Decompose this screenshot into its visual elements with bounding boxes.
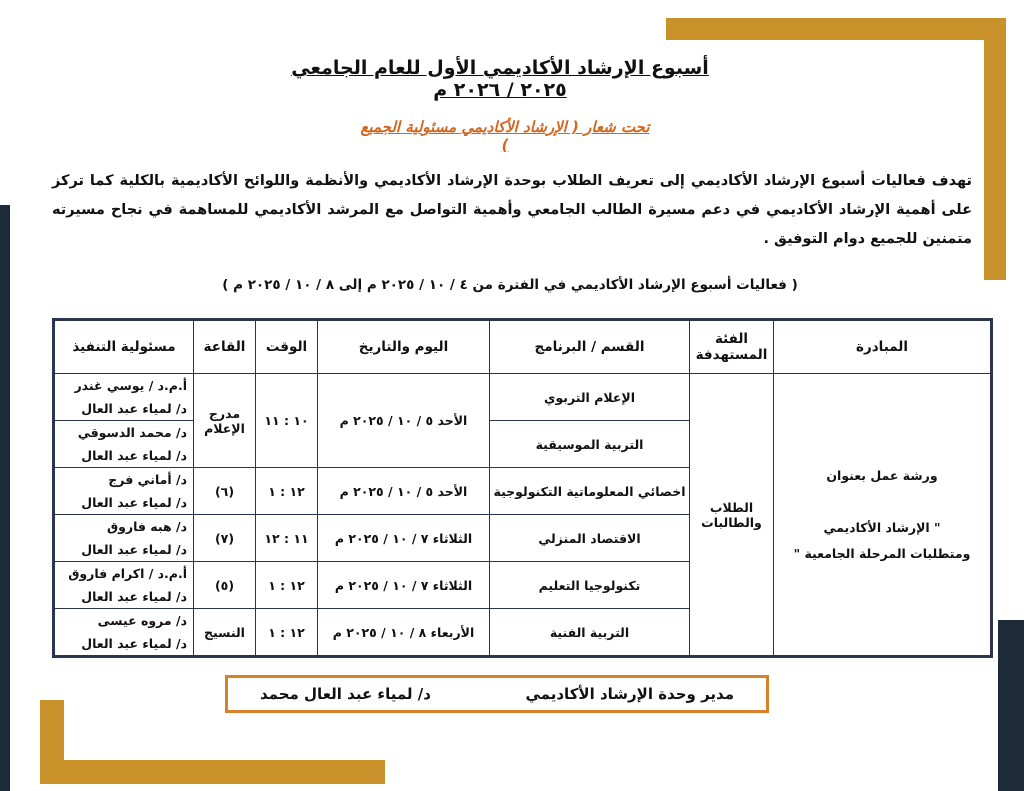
time-cell: ١١ : ١٢ <box>256 515 318 562</box>
responsible-name: د/ مروه عيسى <box>97 613 187 628</box>
responsible-cell <box>54 562 194 609</box>
responsible-cell <box>54 421 194 468</box>
responsible-cell <box>54 374 194 421</box>
hall-cell: مدرج الإعلام <box>194 374 256 468</box>
program-cell: الإعلام التربوي <box>490 374 690 421</box>
responsible-name: د/ محمد الدسوقي <box>77 425 187 440</box>
responsible-name: أ.م.د / يوسي غندر <box>74 378 187 393</box>
responsible-name: د/ لمياء عبد العال <box>81 542 187 557</box>
hall-cell: النسيج <box>194 609 256 657</box>
date-cell: الثلاثاء ٧ / ١٠ / ٢٠٢٥ م <box>318 562 490 609</box>
program-cell: تكنولوجيا التعليم <box>490 562 690 609</box>
header-time: الوقت <box>256 320 318 374</box>
time-cell: ١٢ : ١ <box>256 609 318 657</box>
decorative-gold-bar-left <box>40 700 64 784</box>
event-period: ( فعاليات أسبوع الإرشاد الأكاديمي في الفترة من ٤ / ١٠ / ٢٠٢٥ م إلى ٨ / ١٠ / ٢٠٢٥ م ) <box>222 277 798 293</box>
initiative-line: " الإرشاد الأكاديمي <box>823 519 941 535</box>
decorative-navy-bar-right <box>998 620 1024 791</box>
responsible-name: د/ هبه فاروق <box>106 519 187 534</box>
signatory-role: مدير وحدة الإرشاد الأكاديمي <box>525 685 734 703</box>
table-header-row <box>54 320 992 374</box>
header-responsible: مسئولية التنفيذ <box>54 320 194 374</box>
program-cell: الاقتصاد المنزلي <box>490 515 690 562</box>
header-initiative: المبادرة <box>774 320 992 374</box>
responsible-name: د/ لمياء عبد العال <box>81 495 187 510</box>
responsible-cell <box>54 468 194 515</box>
slogan: تحت شعار ( الإرشاد الأكاديمي مسئولية الجميع ) <box>360 118 650 154</box>
responsible-name: د/ لمياء عبد العال <box>81 589 187 604</box>
header-program: القسم / البرنامج <box>490 320 690 374</box>
header-target: الفئة المستهدفة <box>690 320 774 374</box>
initiative-line: ومتطلبات المرحلة الجامعية " <box>793 545 971 561</box>
responsible-name: د/ لمياء عبد العال <box>81 448 187 463</box>
decorative-gold-bar-top <box>666 18 1006 40</box>
program-cell: اخصائي المعلوماتية التكنولوجية <box>490 468 690 515</box>
page-title: أسبوع الإرشاد الأكاديمي الأول للعام الجامعي ٢٠٢٥ / ٢٠٢٦ م <box>291 57 709 101</box>
hall-cell: (٦) <box>194 468 256 515</box>
header-date: اليوم والتاريخ <box>318 320 490 374</box>
table-row <box>54 374 992 421</box>
schedule-table <box>52 318 993 658</box>
responsible-name: د/ أماني فرج <box>108 472 187 487</box>
decorative-gold-bar-bottom <box>40 760 385 784</box>
decorative-gold-bar-right <box>984 18 1006 280</box>
responsible-cell <box>54 515 194 562</box>
time-cell: ١٢ : ١ <box>256 468 318 515</box>
date-cell: الأحد ٥ / ١٠ / ٢٠٢٥ م <box>318 374 490 468</box>
signature-box <box>225 675 769 713</box>
program-cell: التربية الفنية <box>490 609 690 657</box>
date-cell: الثلاثاء ٧ / ١٠ / ٢٠٢٥ م <box>318 515 490 562</box>
target-cell: الطلاب والطالبات <box>690 374 774 657</box>
time-cell: ١٠ : ١١ <box>256 374 318 468</box>
responsible-name: د/ لمياء عبد العال <box>81 401 187 416</box>
responsible-name: د/ لمياء عبد العال <box>81 636 187 651</box>
signatory-name: د/ لمياء عبد العال محمد <box>260 685 431 703</box>
intro-paragraph: تهدف فعاليات أسبوع الإرشاد الأكاديمي إلى تعريف الطلاب بوحدة الإرشاد الأكاديمي والأنظمة واللوائح الأكاديمية بالكلية كما تركز على أهمية الإرشاد الأكاديمي في دعم مسيرة الطالب الجامعي وأهمية التواصل مع المرشد الأكاديمي للمساهمة في نجاح مسيرته متمنين للجميع دوام التوفيق . <box>52 173 972 247</box>
hall-cell: (٧) <box>194 515 256 562</box>
date-cell: الأربعاء ٨ / ١٠ / ٢٠٢٥ م <box>318 609 490 657</box>
time-cell: ١٢ : ١ <box>256 562 318 609</box>
responsible-name: أ.م.د / اكرام فاروق <box>68 566 187 581</box>
program-cell: التربية الموسيقية <box>490 421 690 468</box>
responsible-cell <box>54 609 194 657</box>
hall-cell: (٥) <box>194 562 256 609</box>
header-hall: القاعة <box>194 320 256 374</box>
initiative-cell <box>774 374 992 657</box>
decorative-navy-bar-left <box>0 205 10 791</box>
initiative-line: ورشة عمل بعنوان <box>826 467 938 483</box>
date-cell: الأحد ٥ / ١٠ / ٢٠٢٥ م <box>318 468 490 515</box>
